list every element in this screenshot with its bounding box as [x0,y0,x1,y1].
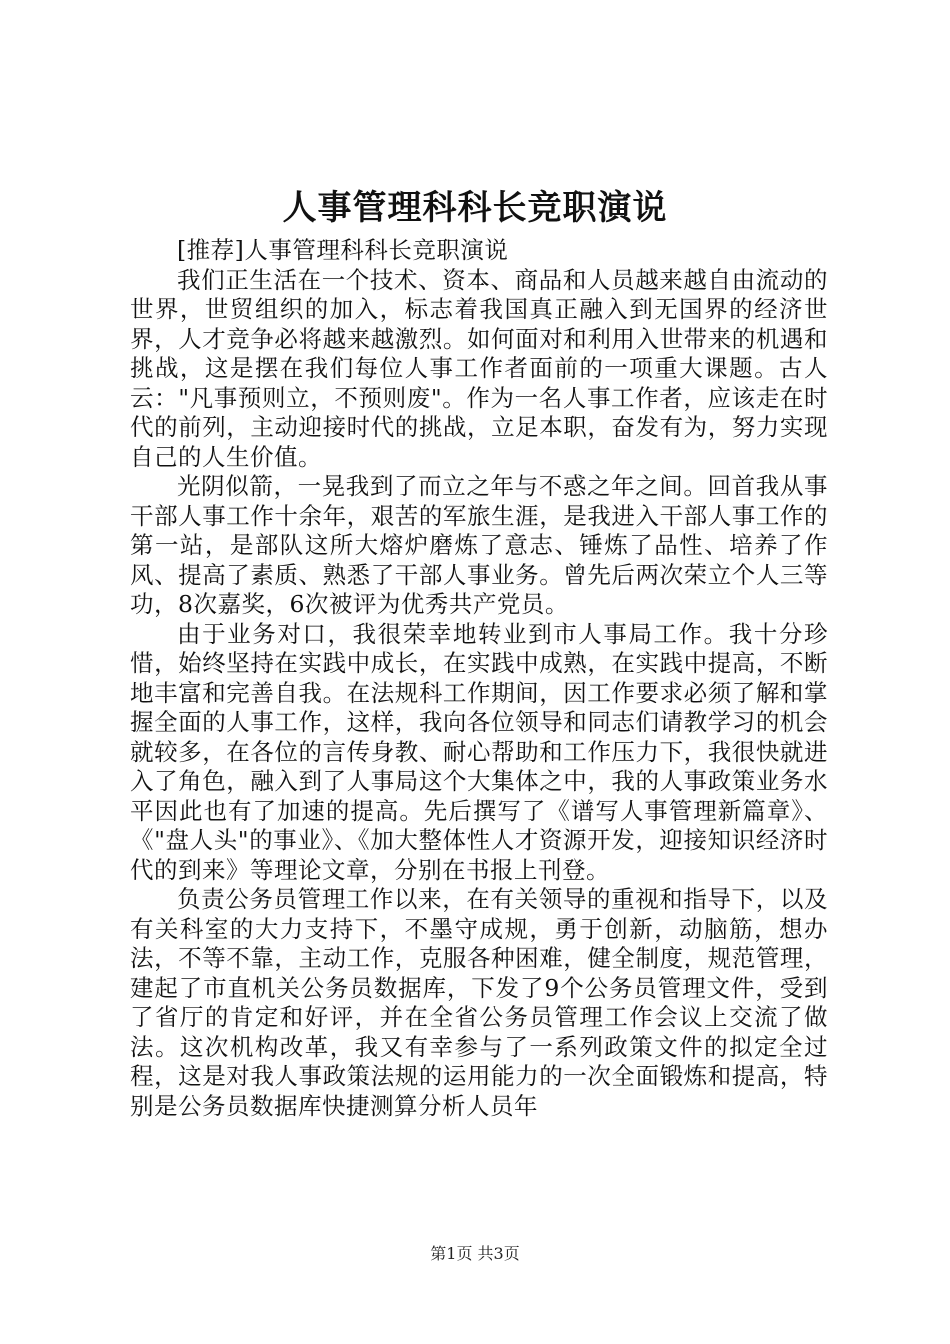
paragraph-1: 我们正生活在一个技术、资本、商品和人员越来越自由流动的世界，世贸组织的加入，标志着我国真正融入到无国界的经济世界，人才竞争必将越来越激烈。如何面对和利用入世带来的机遇和挑战，这是摆在我们每位人事工作者面前的一项重大课题。古人云："凡事预则立，不预则废"。作为一名人事工作者，应该走在时代的前列，主动迎接时代的挑战，立足本职，奋发有为，努力实现自己的人生价值。 [130,265,828,471]
paragraph-recommend: [推荐]人事管理科科长竞职演说 [177,236,509,264]
page-number-footer: 第1页 共3页 [430,1244,520,1263]
paragraph-2: 光阴似箭，一晃我到了而立之年与不惑之年之间。回首我从事干部人事工作十余年，艰苦的军旅生涯，是我进入干部人事工作的第一站，是部队这所大熔炉磨炼了意志、锤炼了品性、培养了作风、提高了素质、熟悉了干部人事业务。曾先后两次荣立个人三等功，8次嘉奖，6次被评为优秀共产党员。 [130,472,828,618]
document-body [130,236,828,1121]
paragraph-3: 由于业务对口，我很荣幸地转业到市人事局工作。我十分珍惜，始终坚持在实践中成长，在实践中成熟，在实践中提高，不断地丰富和完善自我。在法规科工作期间，因工作要求必须了解和掌握全面的人事工作，这样，我向各位领导和同志们请教学习的机会就较多，在各位的言传身教、耐心帮助和工作压力下，我很快就进入了角色，融入到了人事局这个大集体之中，我的人事政策业务水平因此也有了加速的提高。先后撰写了《谱写人事管理新篇章》、《"盘人头"的事业》、《加大整体性人才资源开发，迎接知识经济时代的到来》等理论文章，分别在书报上刊登。 [130,619,828,884]
paragraph-4: 负责公务员管理工作以来，在有关领导的重视和指导下，以及有关科室的大力支持下，不墨守成规，勇于创新，动脑筋，想办法，不等不靠，主动工作，克服各种困难，健全制度，规范管理，建起了市直机关公务员数据库，下发了9个公务员管理文件，受到了省厅的肯定和好评，并在全省公务员管理工作会议上交流了做法。这次机构改革，我又有幸参与了一系列政策文件的拟定全过程，这是对我人事政策法规的运用能力的一次全面锻炼和提高，特别是公务员数据库快捷测算分析人员年 [130,885,828,1120]
document-title: 人事管理科科长竞职演说 [282,188,668,228]
